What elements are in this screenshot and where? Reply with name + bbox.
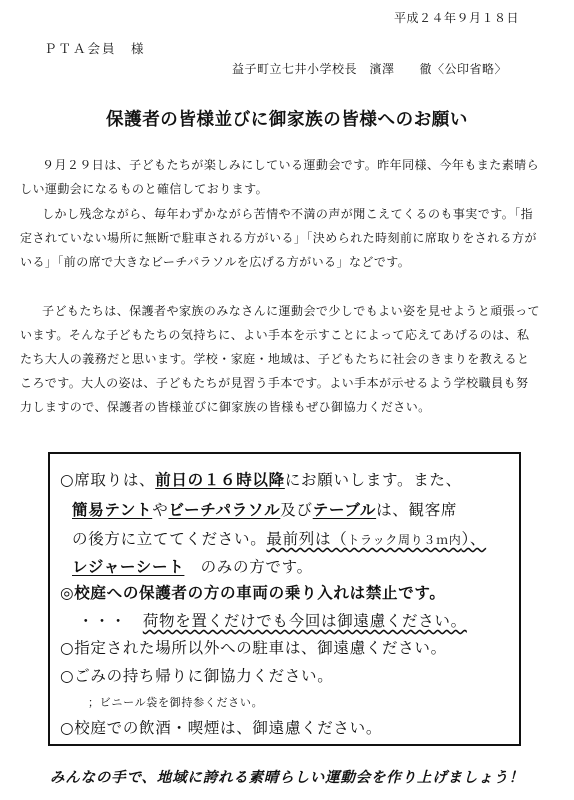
notice-line-no-vehicles: ◎校庭への保護者の方の車両の乗り入れは禁止です。 [60,584,446,602]
letter-addressee: ＰＴＡ会員 様 [44,41,146,56]
notice-line-seat-time [60,468,462,490]
notice-line-leisure-sheet [72,555,313,577]
notice-line-parking: ○指定された場所以外への駐車は、御遠慮ください。 [60,639,447,657]
notice-text: や [152,501,169,519]
notice-emphasis: 荷物を置くだけでも今回は御遠慮ください。 [142,612,467,630]
notice-line-plastic-bag: ；ビニール袋を御持参ください。 [88,696,264,709]
notice-line-luggage [78,609,467,631]
notice-text: は、観客席 [376,501,458,519]
notice-emphasis: レジャーシート [72,558,185,576]
body-paragraph-1: ９月２９日は、子どもたちが楽しみにしている運動会です。昨年同様、今年もまた素晴らしい運動会になるものと確信しております。 [20,158,540,196]
notice-text: ・・・ [78,612,143,630]
closing-slogan: みんなの手で、地域に誇れる素晴らしい運動会を作り上げましょう！ [49,770,524,786]
body-paragraph-2: しかし残念ながら、毎年わずかながら苦情や不満の声が聞こえてくるのも事実です。「指定されていない場所に無断で駐車される方がいる」「決められた時刻前に席取りをされる方がいる」「前の席で大きなビーチパラソルを広げる方がいる」などです。 [20,207,537,269]
notice-text: の後方に立ててください。 [72,530,267,548]
notice-box [48,452,521,746]
notice-text: のみの方です。 [184,558,313,576]
notice-line-garbage: ○ごみの持ち帰りに御協力ください。 [60,667,334,685]
notice-emphasis: テーブル [312,501,377,519]
body-paragraph-3: 子どもたちは、保護者や家族のみなさんに運動会で少しでもよい姿を見せようと頑張っています。そんな子どもたちの気持ちに、よい手本を示すことによって応えてあげるのは、私たち大人の義務だと思います。学校・家庭・地域は、子どもたちに社会のきまりを教えるところです。大人の姿は、子どもたちが見習う手本です。よい手本が示せるよう学校職員も努力しますので、保護者の皆様並びに御家族の皆様もぜひ御協力ください。 [20,304,541,414]
letter-title: 保護者の皆様並びに御家族の皆様へのお願い [106,110,468,130]
notice-text: ○席取りは、 [60,471,156,489]
notice-text: にお願いします。また、 [284,471,462,489]
notice-text: 及び [280,501,313,519]
letter-sender: 益子町立七井小学校長 濱澤 徹〈公印省略〉 [232,62,508,76]
notice-front-row [266,530,486,548]
notice-emphasis: 前日の１６時以降 [155,471,285,489]
notice-text: トラック周り３ｍ内 [347,533,462,547]
notice-text: ）、 [461,530,487,548]
notice-line-rear [72,527,486,549]
notice-emphasis: ビーチパラソル [168,501,281,519]
notice-line-tent [72,498,457,520]
letter-date: 平成２４年９月１８日 [394,11,520,25]
notice-line-alcohol: ○校庭での飲酒・喫煙は、御遠慮ください。 [60,719,383,737]
notice-text: 最前列は（ [266,530,348,548]
notice-emphasis: 簡易テント [72,501,153,519]
